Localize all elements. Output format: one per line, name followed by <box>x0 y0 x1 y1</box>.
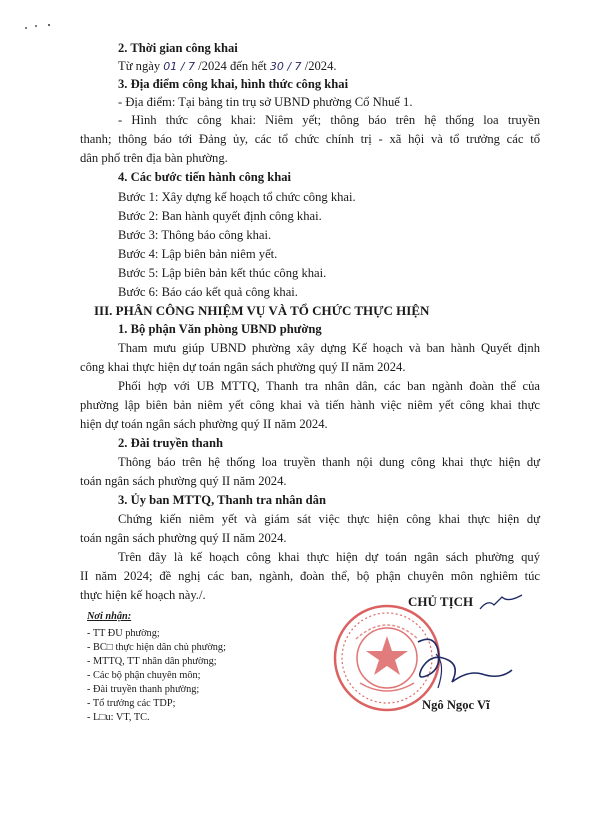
signer-title: CHỦ TỊCH <box>408 594 474 609</box>
radio-line-1: Thông báo trên hệ thống loa truyền thanh nội dung công khai thực hiện dự <box>118 455 540 469</box>
mttq-line-1: Chứng kiến niêm yết và giám sát việc thực hiện công khai thực hiện dự <box>118 512 540 526</box>
section-heading-steps: 4. Các bước tiến hành công khai <box>118 170 292 184</box>
office-para-1-line-2: công khai thực hiện dự toán ngân sách phường quý II năm 2024. <box>80 360 406 374</box>
step-5: Bước 5: Lập biên bản kết thúc công khai. <box>118 266 327 280</box>
closing-line-3: thực hiện kế hoạch này./. <box>80 588 206 602</box>
office-para-2-line-1: Phối hợp với UB MTTQ, Thanh tra nhân dân, các ban ngành đoàn thể của <box>118 379 540 393</box>
place-line: - Địa điểm: Tại bảng tin trụ sở UBND phường Cổ Nhuế 1. <box>118 95 413 109</box>
recipient-item: - MTTQ, TT nhân dân phường; <box>87 656 217 667</box>
time-from-label: Từ ngày <box>118 59 164 73</box>
step-6: Bước 6: Báo cáo kết quả công khai. <box>118 285 298 299</box>
office-para-2-line-3: hiện dự toán ngân sách phường quý II năm 2024. <box>80 417 328 431</box>
step-1: Bước 1: Xây dựng kế hoạch tổ chức công khai. <box>118 190 356 204</box>
handwritten-end-date: 30 / 7 <box>269 60 302 73</box>
office-para-1-line-1: Tham mưu giúp UBND phường xây dựng Kế hoạch và ban hành Quyết định <box>118 341 540 355</box>
recipient-item: - Đài truyền thanh phường; <box>87 684 200 695</box>
form-line-2: thanh; thông báo tới Đảng ủy, các tổ chức chính trị - xã hội và tổ trưởng các tổ <box>80 132 540 146</box>
recipient-item: - TT ĐU phường; <box>87 628 160 639</box>
time-mid-text: /2024 đến hết <box>195 59 270 73</box>
closing-line-2: II năm 2024; đề nghị các ban, ngành, đoàn thể, bộ phận chuyên môn nghiêm túc <box>80 569 540 583</box>
mttq-line-2: toán ngân sách phường quý II năm 2024. <box>80 531 287 545</box>
form-line-1: - Hình thức công khai: Niêm yết; thông báo trên hệ thống loa truyền <box>118 113 540 127</box>
recipient-item: - Các bộ phận chuyên môn; <box>87 670 201 681</box>
form-line-3: dân phố trên địa bàn phường. <box>80 151 228 165</box>
title-pen-mark <box>478 593 526 613</box>
handwritten-signature <box>408 630 518 700</box>
subheading-radio: 2. Đài truyền thanh <box>118 436 223 450</box>
recipient-item: - Tổ trưởng các TDP; <box>87 698 176 709</box>
office-para-2-line-2: phường lập biên bản niêm yết công khai và tiến hành việc niêm yết công khai thực <box>80 398 540 412</box>
section-heading-time: 2. Thời gian công khai <box>118 41 238 55</box>
signer-name: Ngô Ngọc Vĩ <box>422 698 490 712</box>
subheading-office: 1. Bộ phận Văn phòng UBND phường <box>118 322 322 336</box>
recipients-title: Nơi nhận: <box>87 611 132 622</box>
recipient-item: - BC□ thực hiện dân chủ phường; <box>87 642 226 653</box>
section-heading-place: 3. Địa điểm công khai, hình thức công khai <box>118 77 349 91</box>
subheading-mttq: 3. Ủy ban MTTQ, Thanh tra nhân dân <box>118 493 326 507</box>
step-3: Bước 3: Thông báo công khai. <box>118 228 272 242</box>
radio-line-2: toán ngân sách phường quý II năm 2024. <box>80 474 287 488</box>
step-2: Bước 2: Ban hành quyết định công khai. <box>118 209 322 223</box>
section-heading-iii: III. PHÂN CÔNG NHIỆM VỤ VÀ TỔ CHỨC THỰC HIỆN <box>94 303 430 318</box>
time-range-line <box>118 57 578 76</box>
step-4: Bước 4: Lập biên bản niêm yết. <box>118 247 278 261</box>
handwritten-start-date: 01 / 7 <box>163 60 195 73</box>
scan-speck-marks <box>22 22 62 32</box>
closing-line-1: Trên đây là kế hoạch công khai thực hiện dự toán ngân sách phường quý <box>118 550 540 564</box>
time-end-text: /2024. <box>301 59 337 73</box>
recipient-item: - L□u: VT, TC. <box>87 712 150 723</box>
